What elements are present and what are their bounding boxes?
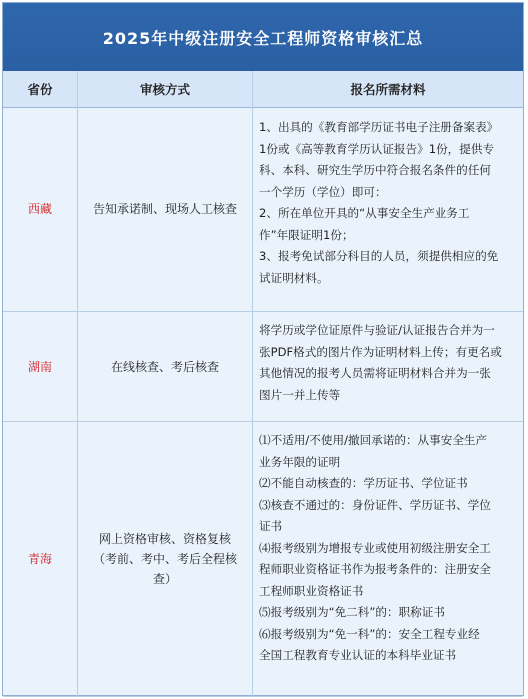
header-materials: 报名所需材料 bbox=[350, 82, 426, 97]
table-row bbox=[3, 107, 523, 312]
review-method: 告知承诺制、现场人工核查 bbox=[78, 107, 253, 311]
required-materials bbox=[253, 107, 523, 311]
table-header bbox=[3, 71, 523, 108]
material-line: 一个学历（学位）即可： bbox=[259, 184, 387, 199]
material-line: 全国工程教育专业认证的本科毕业证书 bbox=[259, 648, 457, 662]
material-line: 1、出具的《教育部学历证书电子注册备案表》 bbox=[259, 120, 499, 134]
table-title: 2025年中级注册安全工程师资格审核汇总 bbox=[3, 3, 523, 71]
review-method-line: （考前、考中、考后全程核 bbox=[92, 552, 237, 566]
material-line: ⑹报考级别为“免一科”的：安全工程专业经 bbox=[259, 626, 480, 641]
table-row bbox=[3, 312, 523, 422]
review-method bbox=[78, 422, 253, 696]
material-line: 将学历或学位证原件与验证/认证报告合并为一 bbox=[259, 323, 495, 337]
table-row bbox=[3, 422, 523, 697]
material-line: ⑸报考级别为“免二科”的：职称证书 bbox=[259, 605, 445, 619]
material-line: 证书 bbox=[259, 519, 283, 533]
material-line: ⑷报考级别为增报专业或使用初级注册安全工 bbox=[259, 540, 491, 555]
material-line: 程师职业资格证书作为报考条件的：注册安全 bbox=[259, 562, 491, 576]
material-line: ⑴不适用/不使用/撤回承诺的：从事安全生产 bbox=[259, 433, 488, 447]
material-line: 作”年限证明1份； bbox=[259, 227, 354, 242]
material-line: 图片一并上传等 bbox=[259, 387, 341, 402]
required-materials bbox=[253, 422, 523, 696]
material-line: 2、所在单位开具的“从事安全生产业务工 bbox=[259, 206, 470, 220]
material-line: 其他情况的报考人员需将证明材料合并为一张 bbox=[259, 366, 491, 380]
material-line: 业务年限的证明 bbox=[259, 454, 341, 469]
material-line: 3、报考免试部分科目的人员，须提供相应的免 bbox=[259, 249, 499, 263]
material-line: 工程师职业资格证书 bbox=[259, 583, 364, 598]
province-name: 湖南 bbox=[3, 312, 78, 421]
material-line: ⑵不能自动核查的：学历证书、学位证书 bbox=[259, 476, 468, 490]
header-province: 省份 bbox=[3, 71, 78, 107]
material-line: 试证明材料。 bbox=[259, 270, 329, 285]
review-method-line: 查） bbox=[152, 572, 177, 586]
material-line: ⑶核查不通过的：身份证件、学历证书、学位 bbox=[259, 497, 491, 512]
summary-table bbox=[2, 2, 524, 696]
material-line: 科、本科、研究生学历中符合报名条件的任何 bbox=[259, 163, 491, 177]
header-method: 审核方式 bbox=[78, 71, 253, 107]
material-line: 张PDF格式的图片作为证明材料上传；有更名或 bbox=[259, 344, 502, 359]
province-name: 西藏 bbox=[3, 107, 78, 311]
required-materials bbox=[253, 312, 523, 421]
review-method-line: 网上资格审核、资格复核 bbox=[98, 532, 231, 546]
province-name: 青海 bbox=[3, 422, 78, 696]
material-line: 1份或《高等教育学历认证报告》1份，提供专 bbox=[259, 141, 495, 156]
review-method: 在线核查、考后核查 bbox=[78, 312, 253, 421]
